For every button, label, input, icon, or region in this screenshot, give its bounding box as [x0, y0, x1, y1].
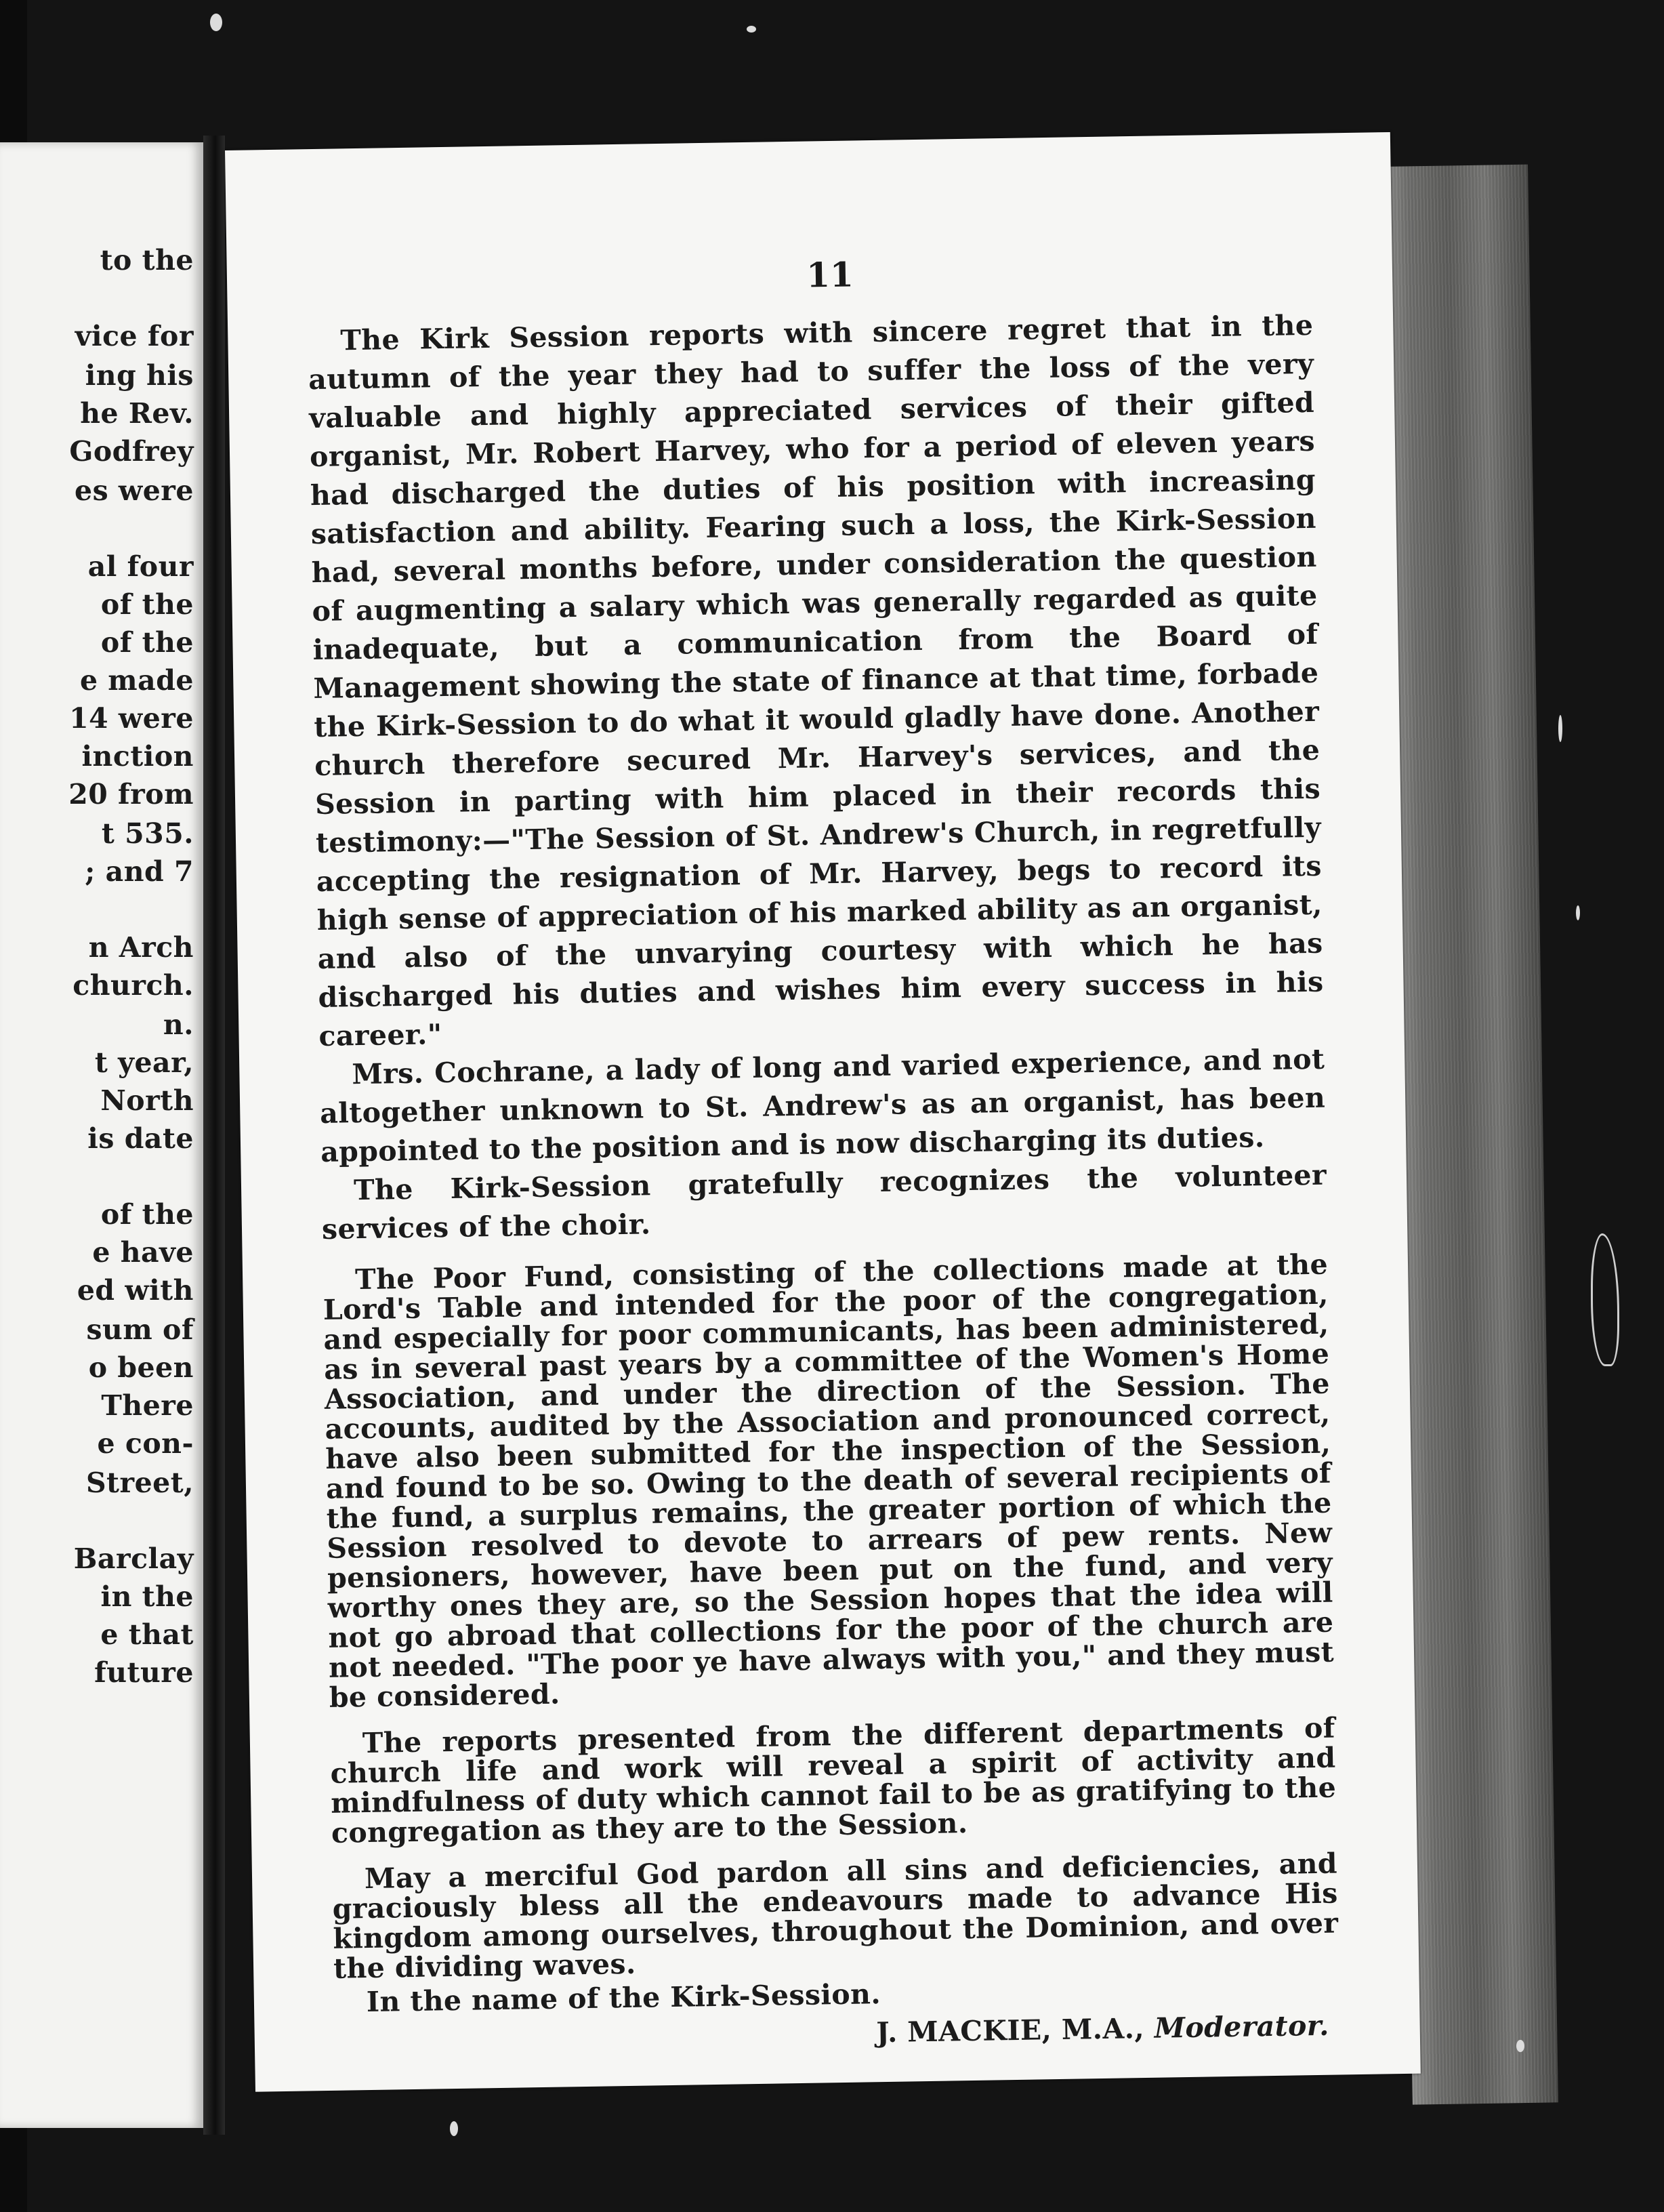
film-dust-mark: [210, 14, 222, 31]
left-page-line-fragment: ; and 7: [85, 855, 194, 888]
paragraph-choir: The Kirk-Session gratefully recognizes the volunteer services of the choir.: [321, 1158, 1327, 1246]
film-dust-mark: [1576, 905, 1580, 920]
left-page-line-fragment: n Arch: [88, 931, 194, 964]
film-dust-mark: [450, 2121, 458, 2136]
left-page-line-fragment: es were: [74, 474, 194, 507]
document-page: [225, 132, 1421, 2092]
left-page-line-fragment: vice for: [75, 320, 194, 352]
left-page-line-fragment: of the: [100, 626, 194, 659]
left-page-line-fragment: e con-: [97, 1427, 194, 1460]
left-page-line-fragment: in the: [100, 1580, 194, 1613]
left-page-line-fragment: ing his: [85, 359, 194, 392]
left-page-line-fragment: of the: [100, 1198, 194, 1231]
left-page-line-fragment: e have: [92, 1236, 194, 1269]
left-page-line-fragment: sum of: [86, 1313, 194, 1346]
film-dust-mark: [747, 26, 756, 33]
paragraph-reports: The reports presented from the different departments of church life and work will reveal a spirit of activity and mindfulness of duty which cannot fail to be as gratifying to the congregation as they are to the Session.: [330, 1711, 1337, 1849]
left-page-line-fragment: 14 were: [69, 702, 194, 735]
left-page-line-fragment: e made: [79, 664, 194, 697]
left-page-line-fragment: church.: [72, 969, 194, 1002]
left-page-line-fragment: inction: [81, 740, 194, 773]
film-dust-mark: [1516, 2040, 1524, 2052]
previous-page: [0, 142, 203, 2128]
left-page-line-fragment: of the: [100, 588, 194, 621]
left-page-line-fragment: t year,: [94, 1046, 194, 1079]
signature-role: Moderator.: [1154, 2009, 1330, 2045]
film-dust-mark: [1558, 715, 1562, 742]
left-page-line-fragment: Street,: [85, 1467, 194, 1499]
left-page-line-fragment: ed with: [77, 1274, 194, 1307]
left-page-line-fragment: al four: [87, 550, 194, 583]
left-page-line-fragment: is date: [87, 1122, 194, 1155]
film-dust-mark: [1591, 1233, 1619, 1366]
left-page-line-fragment: t 535.: [101, 817, 194, 850]
left-page-line-fragment: 20 from: [68, 778, 194, 811]
left-page-line-fragment: Barclay: [73, 1542, 194, 1575]
left-page-line-fragment: Godfrey: [69, 435, 194, 468]
signature-name: J. MACKIE, M.A.,: [875, 2012, 1145, 2049]
paragraph-organist: The Kirk Session reports with sincere regret that in the autumn of the year they had to suffer the loss of the very valuable and highly appreciated services of their gifted organist, Mr. Robert Harvey, who for a period of eleven years had discharged the duties of his position with increasing satisfaction and ability. Fearing such a loss, the Kirk-Session had, several months before, under consideration the question of augmenting a salary which was generally regarded as quite inadequate, but a communication from the Board of Management showing the state of finance at that time, forbade the Kirk-Session to do what it would gladly have done. Another church therefore secured Mr. Harvey's services, and the Session in parting with him placed in their records this testimony:—"The Session of St. Andrew's Church, in regretfully accepting the resignation of Mr. Harvey, begs to record its high sense of appreciation of his marked ability as an organist, and also of the unvarying courtesy with which he has discharged his duties and wishes him every success in his career.": [308, 308, 1324, 1052]
left-page-line-fragment: future: [94, 1656, 194, 1689]
left-page-line-fragment: e that: [100, 1618, 194, 1651]
left-page-line-fragment: North: [100, 1084, 194, 1117]
page-number: 11: [806, 254, 854, 295]
left-page-line-fragment: n.: [163, 1008, 194, 1041]
paragraph-closing-prayer: May a merciful God pardon all sins and deficiencies, and graciously bless all the endeavours made to advance His kingdom among ourselves, throughout the Dominion, and over the dividing waves.: [332, 1847, 1339, 1985]
paragraph-poor-fund: The Poor Fund, consisting of the collections made at the Lord's Table and intended for the poor of the congregation, and especially for poor communicants, has been administered, as in several past years by a committee of the Women's Home Association, and under the direction of the Session. The accounts, audited by the Association and pronounced correct, have also been submitted for the inspection of the Session, and found to be so. Owing to the death of several recipients of the fund, a surplus remains, the greater portion of which the Session resolved to devote to arrears of pew rents. New pensioners, however, have been put on the fund, and very worthy ones they are, so the Session hopes that the idea will not go abroad that collections for the poor of the church are not needed. "The poor ye have always with you," and they must be considered.: [323, 1248, 1335, 1714]
book-gutter: [203, 136, 225, 2135]
paragraph-new-organist: Mrs. Cochrane, a lady of long and varied experience, and not altogether unknown to St. Andrew's as an organist, has been appointed to the position and is now discharging its duties.: [319, 1042, 1326, 1168]
left-page-line-fragment: to the: [100, 244, 194, 276]
page-body: [308, 306, 1340, 2061]
paragraph-kirk-session: In the name of the Kirk-Session.: [366, 1978, 881, 2019]
left-page-line-fragment: There: [101, 1389, 194, 1422]
left-page-line-fragment: he Rev.: [80, 397, 194, 430]
left-page-line-fragment: o been: [88, 1351, 194, 1384]
